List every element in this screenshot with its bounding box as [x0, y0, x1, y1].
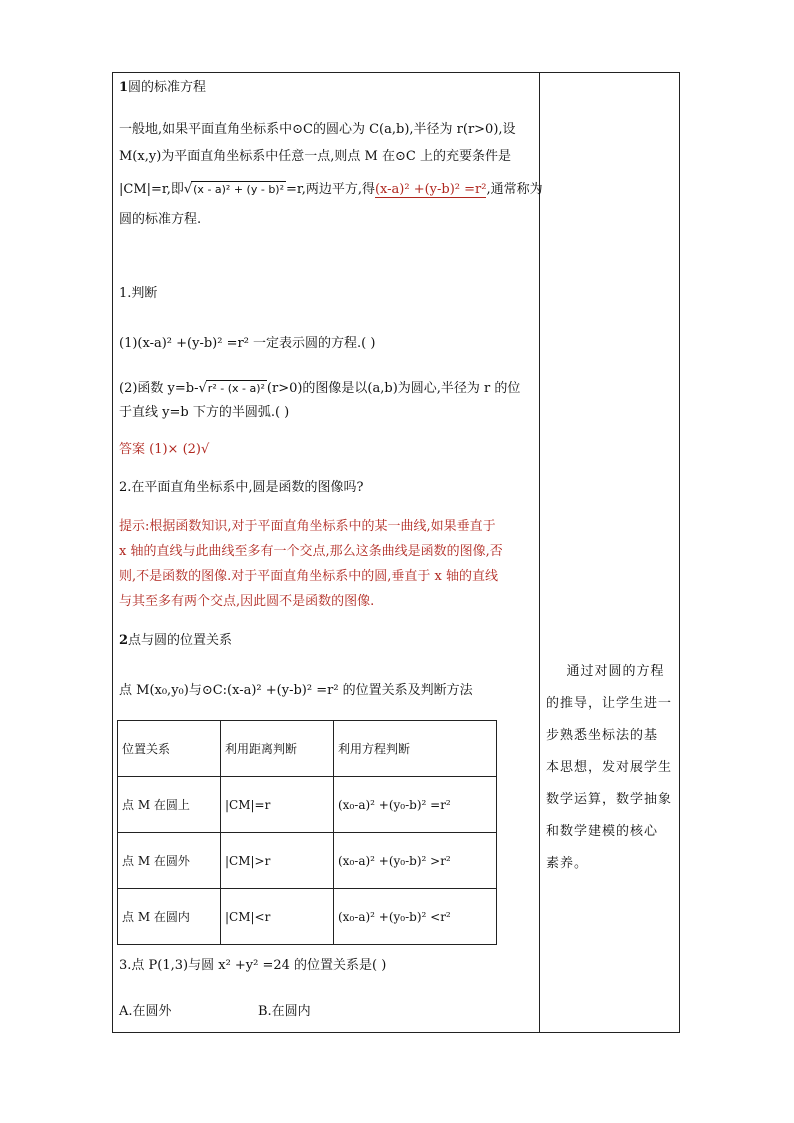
table-header-row	[118, 721, 497, 777]
side-note-line: 的推导，让学生进一	[546, 696, 673, 711]
section2-title-text: 点与圆的位置关系	[128, 633, 233, 648]
side-note-line: 通过对圆的方程	[546, 664, 665, 679]
hint-line2: x 轴的直线与此曲线至多有一个交点,那么这条曲线是函数的图像,否	[119, 544, 503, 559]
option-b: B.在圆内	[258, 1004, 311, 1019]
q2-prefix: (2)函数 y=b-	[119, 381, 199, 396]
table-row	[118, 889, 497, 945]
hint-line3: 则,不是函数的图像.对于平面直角坐标系中的圆,垂直于 x 轴的直线	[119, 569, 498, 584]
section2-number: 2	[119, 633, 129, 648]
section1-para-line2: M(x,y)为平面直角坐标系中任意一点,则点 M 在⊙C 上的充要条件是	[119, 149, 511, 164]
para3-mid: =r,两边平方,得	[286, 182, 375, 197]
side-note-line: 素养。	[546, 856, 589, 871]
hint-line1: 提示:根据函数知识,对于平面直角坐标系中的某一曲线,如果垂直于	[119, 519, 496, 534]
section1-para-line4: 圆的标准方程.	[119, 212, 202, 227]
side-note	[546, 656, 674, 880]
side-note-line: 和数学建模的核心	[546, 824, 659, 839]
section1-title	[119, 80, 206, 96]
q2-question: 2.在平面直角坐标系中,圆是函数的图像吗?	[119, 480, 364, 495]
judge-q1: (1)(x-a)² +(y-b)² =r² 一定表示圆的方程.( )	[119, 336, 376, 351]
position-relation-table	[117, 720, 497, 945]
section1-number: 1	[119, 80, 129, 95]
table-cell: 点 M 在圆外	[118, 833, 221, 889]
table-cell: (x₀-a)² +(y₀-b)² >r²	[334, 833, 497, 889]
table-header-cell: 位置关系	[118, 721, 221, 777]
q2-radicand: r² - (x - a)²	[207, 382, 265, 395]
section2-title	[119, 633, 232, 649]
judge-answer: 答案 (1)× (2)√	[119, 442, 210, 457]
option-a: A.在圆外	[119, 1004, 172, 1019]
sqrt-icon: √	[198, 381, 207, 396]
para3-radicand: (x - a)² + (y - b)²	[193, 183, 285, 196]
para3-prefix: |CM|=r,即	[119, 182, 184, 197]
table-cell: |CM|=r	[221, 777, 334, 833]
side-note-line: 本思想，发对展学生	[546, 760, 673, 775]
q2-suffix: (r>0)的图像是以(a,b)为圆心,半径为 r 的位	[266, 381, 521, 396]
side-note-line: 步熟悉坐标法的基	[546, 728, 659, 743]
table-cell: |CM|>r	[221, 833, 334, 889]
table-header-cell: 利用距离判断	[221, 721, 334, 777]
q3-question: 3.点 P(1,3)与圆 x² +y² =24 的位置关系是( )	[119, 958, 387, 973]
section1-para-line3	[119, 181, 543, 198]
section2-intro: 点 M(x₀,y₀)与⊙C:(x-a)² +(y-b)² =r² 的位置关系及判断方法	[119, 683, 473, 698]
standard-equation-answer: (x-a)² +(y-b)² =r²	[374, 182, 487, 197]
table-row	[118, 833, 497, 889]
para3-suffix: ,通常称为	[486, 182, 543, 197]
judge-q2-line2: 于直线 y=b 下方的半圆弧.( )	[119, 405, 290, 420]
table-cell: 点 M 在圆上	[118, 777, 221, 833]
table-row	[118, 777, 497, 833]
hint-line4: 与其至多有两个交点,因此圆不是函数的图像.	[119, 594, 375, 609]
table-cell: 点 M 在圆内	[118, 889, 221, 945]
judge-title: 1.判断	[119, 286, 158, 301]
sqrt-icon: √	[183, 182, 193, 197]
column-divider	[539, 72, 540, 1033]
judge-q2-line1	[119, 380, 520, 397]
table-cell: (x₀-a)² +(y₀-b)² =r²	[334, 777, 497, 833]
table-cell: |CM|<r	[221, 889, 334, 945]
table-header-cell: 利用方程判断	[334, 721, 497, 777]
section1-title-text: 圆的标准方程	[128, 80, 207, 95]
side-note-line: 数学运算，数学抽象	[546, 792, 673, 807]
section1-para-line1: 一般地,如果平面直角坐标系中⊙C的圆心为 C(a,b),半径为 r(r>0),设	[119, 122, 516, 137]
table-cell: (x₀-a)² +(y₀-b)² <r²	[334, 889, 497, 945]
